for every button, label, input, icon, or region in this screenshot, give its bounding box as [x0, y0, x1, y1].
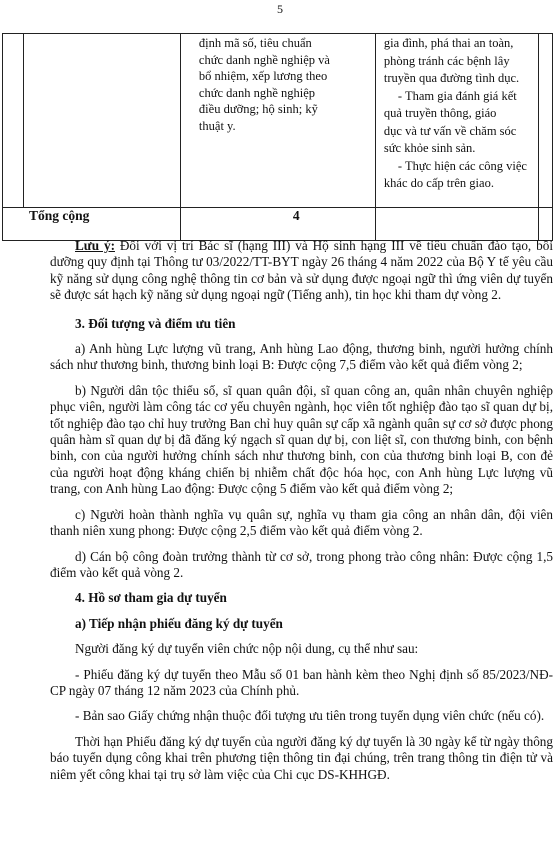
document-body	[50, 238, 553, 792]
cell-line: định mã số, tiêu chuẩn	[198, 36, 312, 50]
list-item: - Phiếu đăng ký dự tuyển theo Mẫu số 01 ban hành kèm theo Nghị định số 85/2023/NĐ-CP ngày 07 tháng 12 năm 2023 của Chính phủ.	[50, 666, 553, 698]
page-number: 5	[277, 2, 283, 16]
cell-line: điều dưỡng; hộ sinh; kỹ	[198, 102, 318, 116]
cell-line: truyền qua đường tình dục.	[383, 71, 520, 85]
subsection-heading: a) Tiếp nhận phiếu đăng ký dự tuyển	[75, 615, 283, 631]
table-cell-requirements	[180, 34, 375, 208]
total-value: 4	[180, 208, 375, 241]
note-text: Đối với vị trí Bác sĩ (hạng III) và Hộ sinh hạng III về tiêu chuẩn đào tạo, bồi dưỡng quy định tại Thông tư 03/2022/TT-BYT ngày 26 tháng 4 năm 2022 của Bộ Y tế yêu cầu kỹ năng sử dụng công nghệ thông tin cơ bản và sử dụng được ngoại ngữ thì ứng viên dự tuyển sẽ được sát hạch kỹ năng sử dụng ngoại ngữ (Tiếng anh), tin học khi tham dự vòng 2.	[50, 238, 553, 303]
cell-line: thuật y.	[198, 118, 236, 133]
note-paragraph	[50, 238, 553, 304]
table-cell	[375, 208, 538, 241]
priority-item-a: a) Anh hùng Lực lượng vũ trang, Anh hùng Lao động, thương binh, người hưởng chính sách như thương binh, thương binh loại B: Được cộng 7,5 điểm vào kết quả điểm vòng 2;	[50, 341, 553, 373]
cell-line: khác do cấp trên giao.	[383, 176, 494, 190]
cell-line: chức danh nghề nghiệp và	[198, 52, 330, 67]
section-heading: 4. Hồ sơ tham gia dự tuyển	[75, 590, 227, 606]
table-row	[3, 34, 553, 208]
cell-line: bổ nhiệm, xếp lương theo	[198, 69, 328, 83]
table-cell	[24, 34, 181, 208]
cell-line: - Tham gia đánh giá kết	[397, 88, 517, 103]
paragraph: Người đăng ký dự tuyển viên chức nộp nội dung, cụ thể như sau:	[75, 641, 419, 657]
priority-item-d: d) Cán bộ công đoàn trưởng thành từ cơ sở, trong phong trào công nhân: Được cộng 1,5 điểm vào kết quả vòng 2.	[50, 548, 553, 580]
cell-line: - Thực hiện các công việc	[397, 158, 527, 173]
table-cell	[538, 34, 552, 208]
table-cell	[538, 208, 552, 241]
priority-item-c: c) Người hoàn thành nghĩa vụ quân sự, nghĩa vụ tham gia công an nhân dân, đội viên thanh niên xung phong: Được cộng 2,5 điểm vào kết quả điểm vòng 2.	[50, 506, 553, 539]
cell-line: phòng tránh các bệnh lây	[383, 53, 510, 68]
cell-line: gia đình, phá thai an toàn,	[383, 36, 514, 50]
table-cell-duties	[375, 34, 538, 208]
list-item: - Bản sao Giấy chứng nhận thuộc đối tượng ưu tiên trong tuyển dụng viên chức (nếu có).	[75, 708, 545, 724]
cell-line: quả truyền thông, giáo	[383, 106, 497, 120]
section-heading: 3. Đối tượng và điểm ưu tiên	[75, 315, 236, 331]
total-label: Tổng cộng	[3, 208, 181, 241]
paragraph: Thời hạn Phiếu đăng ký dự tuyển của người đăng ký dự tuyển là 30 ngày kể từ ngày thông báo tuyển dụng công khai trên phương tiện thông tin đại chúng, trên trang thông tin điện tử và niêm yết công khai tại trụ sở làm việc của Chi cục DS-KHHGĐ.	[50, 733, 553, 782]
positions-table	[2, 33, 553, 241]
cell-line: sức khỏe sinh sản.	[383, 141, 476, 155]
cell-line: chức danh nghề nghiệp	[198, 85, 316, 100]
note-label: Lưu ý:	[75, 238, 115, 253]
cell-line: dục và tư vấn về chăm sóc	[383, 123, 517, 138]
table-cell	[3, 34, 24, 208]
priority-item-b: b) Người dân tộc thiểu số, sĩ quan quân đội, sĩ quan công an, quân nhân chuyên nghiệp phục viên, người làm công tác cơ yếu chuyên ngành, học viên tốt nghiệp đào tạo sĩ quan dự bị, tốt nghiệp đào tạo chỉ huy trưởng Ban chỉ huy quân sự cấp xã ngành quân sự cơ sở được phong quân hàm sĩ quan dự bị đã đăng ký ngạch sĩ quan dự bị, con liệt sĩ, con thương binh, con bệnh binh, con của người hưởng chính sách như thương binh, con của thương binh loại B, con đẻ của người hoạt động kháng chiến bị nhiễm chất độc hóa học, con Anh hùng Lực lượng vũ trang, con Anh hùng Lao động: Được cộng 5 điểm vào kết quả điểm vòng 2;	[50, 382, 553, 497]
table-row-total	[3, 208, 553, 241]
